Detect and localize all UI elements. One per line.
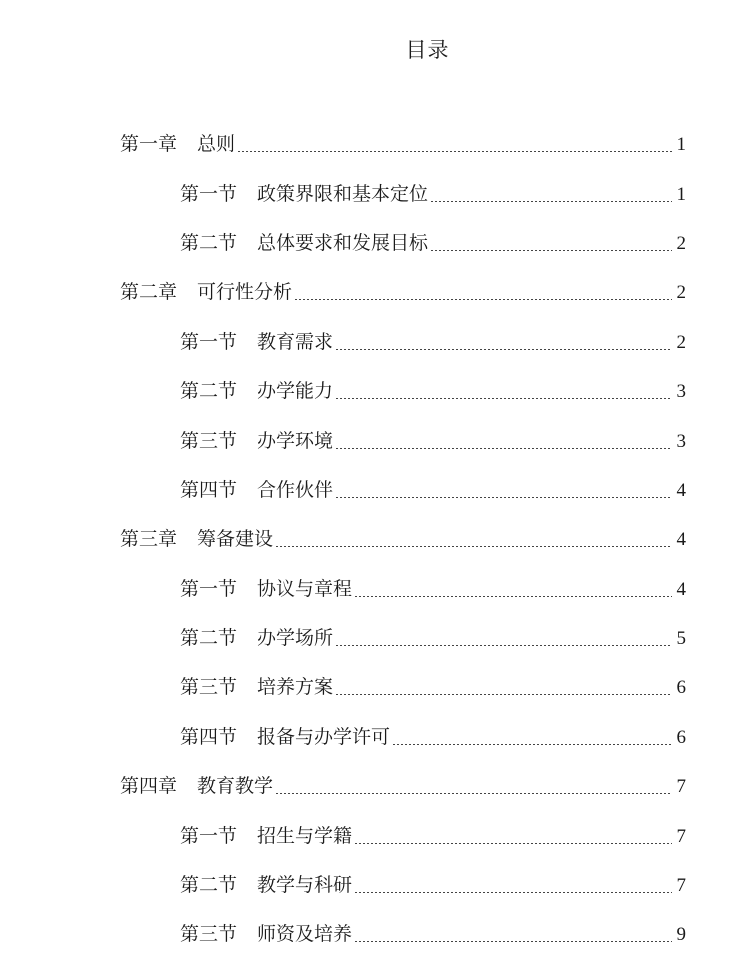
toc-entry-title: 政策界限和基本定位 (257, 182, 429, 205)
dot-leader (275, 793, 672, 794)
toc-entry-title: 筹备建设 (197, 528, 274, 551)
toc-section-entry[interactable] (120, 169, 686, 218)
toc-chapter-entry[interactable] (120, 120, 686, 169)
toc-entry-label (180, 678, 333, 697)
toc-entry-page-number: 7 (676, 825, 686, 847)
toc-entry-label (120, 777, 273, 796)
toc-entry-page-number: 4 (676, 578, 686, 600)
dot-leader (430, 201, 672, 202)
toc-entry-page-number: 2 (676, 282, 686, 304)
toc-entry-label (180, 824, 353, 847)
toc-entry-page-number: 1 (676, 183, 686, 205)
toc-entry-page-number: 7 (676, 776, 686, 798)
toc-entry-title: 培养方案 (257, 676, 334, 699)
dot-leader (275, 546, 672, 547)
toc-entry-title: 报备与办学许可 (257, 725, 391, 748)
dot-leader (335, 448, 672, 449)
toc-entry-label (180, 231, 429, 254)
toc-entry-number: 第二节 (180, 231, 238, 254)
toc-entry-label (180, 725, 391, 748)
toc-entry-page-number: 2 (676, 232, 686, 254)
dot-leader (294, 299, 672, 300)
toc-entry-label (180, 182, 429, 205)
toc-entry-number: 第三节 (180, 429, 238, 452)
dot-leader (354, 596, 672, 597)
toc-section-entry[interactable] (120, 663, 686, 712)
dot-leader (237, 151, 672, 152)
toc-section-entry[interactable] (120, 614, 686, 663)
toc-entry-label (180, 577, 353, 600)
toc-section-entry[interactable] (120, 318, 686, 367)
toc-entry-title: 招生与学籍 (257, 824, 353, 847)
toc-section-entry[interactable] (120, 416, 686, 465)
toc-entry-number: 第三章 (120, 528, 178, 551)
toc-entry-page-number: 6 (676, 677, 686, 699)
toc-entry-page-number: 4 (676, 529, 686, 551)
toc-entry-title: 教育教学 (197, 775, 274, 798)
toc-entry-title: 教育需求 (257, 330, 334, 353)
toc-entry-title: 合作伙伴 (257, 478, 334, 501)
toc-entry-page-number: 7 (676, 875, 686, 897)
toc-entry-number: 第一节 (180, 182, 238, 205)
dot-leader (354, 843, 672, 844)
toc-entry-number: 第二节 (180, 874, 238, 897)
toc-entry-page-number: 5 (676, 628, 686, 650)
dot-leader (335, 398, 672, 399)
toc-entry-label (120, 530, 273, 549)
toc-chapter-entry[interactable] (120, 268, 686, 317)
toc-entry-number: 第二节 (180, 627, 238, 650)
toc-section-entry[interactable] (120, 861, 686, 910)
toc-entry-number: 第三节 (180, 676, 238, 699)
dot-leader (430, 250, 672, 251)
toc-entry-page-number: 3 (676, 430, 686, 452)
toc-entry-number: 第三节 (180, 923, 238, 946)
dot-leader (354, 941, 672, 942)
toc-entry-label (180, 429, 334, 452)
toc-entry-title: 教学与科研 (257, 874, 353, 897)
toc-entry-number: 第二章 (120, 281, 178, 304)
toc-entry-page-number: 3 (676, 381, 686, 403)
toc-entry-page-number: 4 (676, 479, 686, 501)
toc-section-entry[interactable] (120, 219, 686, 268)
toc-entry-title: 可行性分析 (197, 281, 293, 304)
toc-section-entry[interactable] (120, 910, 686, 959)
toc-entry-title: 办学能力 (257, 380, 334, 403)
toc-entry-number: 第四章 (120, 775, 178, 798)
toc-entry-label (180, 382, 333, 401)
toc-section-entry[interactable] (120, 713, 686, 762)
toc-entry-page-number: 6 (676, 726, 686, 748)
toc-entry-label (180, 876, 352, 895)
toc-entry-label (180, 629, 333, 648)
toc-entry-number: 第二节 (180, 380, 238, 403)
toc-entry-label (120, 283, 292, 302)
toc-section-entry[interactable] (120, 811, 686, 860)
toc-entry-label (180, 330, 334, 353)
toc-entry-number: 第四节 (180, 478, 238, 501)
dot-leader (335, 497, 672, 498)
dot-leader (335, 349, 672, 350)
toc-entry-number: 第一节 (180, 577, 238, 600)
toc-entry-title: 师资及培养 (257, 923, 353, 946)
toc-title: 目录 (405, 38, 450, 62)
dot-leader (392, 744, 672, 745)
toc-section-entry[interactable] (120, 466, 686, 515)
toc-entry-number: 第一节 (180, 330, 238, 353)
toc-entry-number: 第一章 (120, 133, 178, 156)
toc-entry-title: 总则 (197, 133, 236, 156)
toc-entry-title: 办学环境 (257, 429, 334, 452)
toc-chapter-entry[interactable] (120, 762, 686, 811)
toc-chapter-entry[interactable] (120, 515, 686, 564)
dot-leader (335, 694, 672, 695)
toc-entry-number: 第四节 (180, 725, 238, 748)
toc-entry-label (180, 925, 352, 944)
toc-entry-page-number: 2 (676, 331, 686, 353)
toc-section-entry[interactable] (120, 565, 686, 614)
toc-section-entry[interactable] (120, 367, 686, 416)
toc-entry-title: 协议与章程 (257, 577, 353, 600)
dot-leader (354, 892, 672, 893)
table-of-contents (120, 120, 686, 960)
toc-entry-page-number: 1 (676, 134, 686, 156)
toc-entry-label (180, 478, 334, 501)
dot-leader (335, 645, 672, 646)
toc-entry-title: 办学场所 (257, 627, 334, 650)
toc-entry-page-number: 9 (676, 924, 686, 946)
toc-entry-title: 总体要求和发展目标 (257, 231, 429, 254)
toc-entry-label (120, 135, 235, 154)
toc-entry-number: 第一节 (180, 824, 238, 847)
